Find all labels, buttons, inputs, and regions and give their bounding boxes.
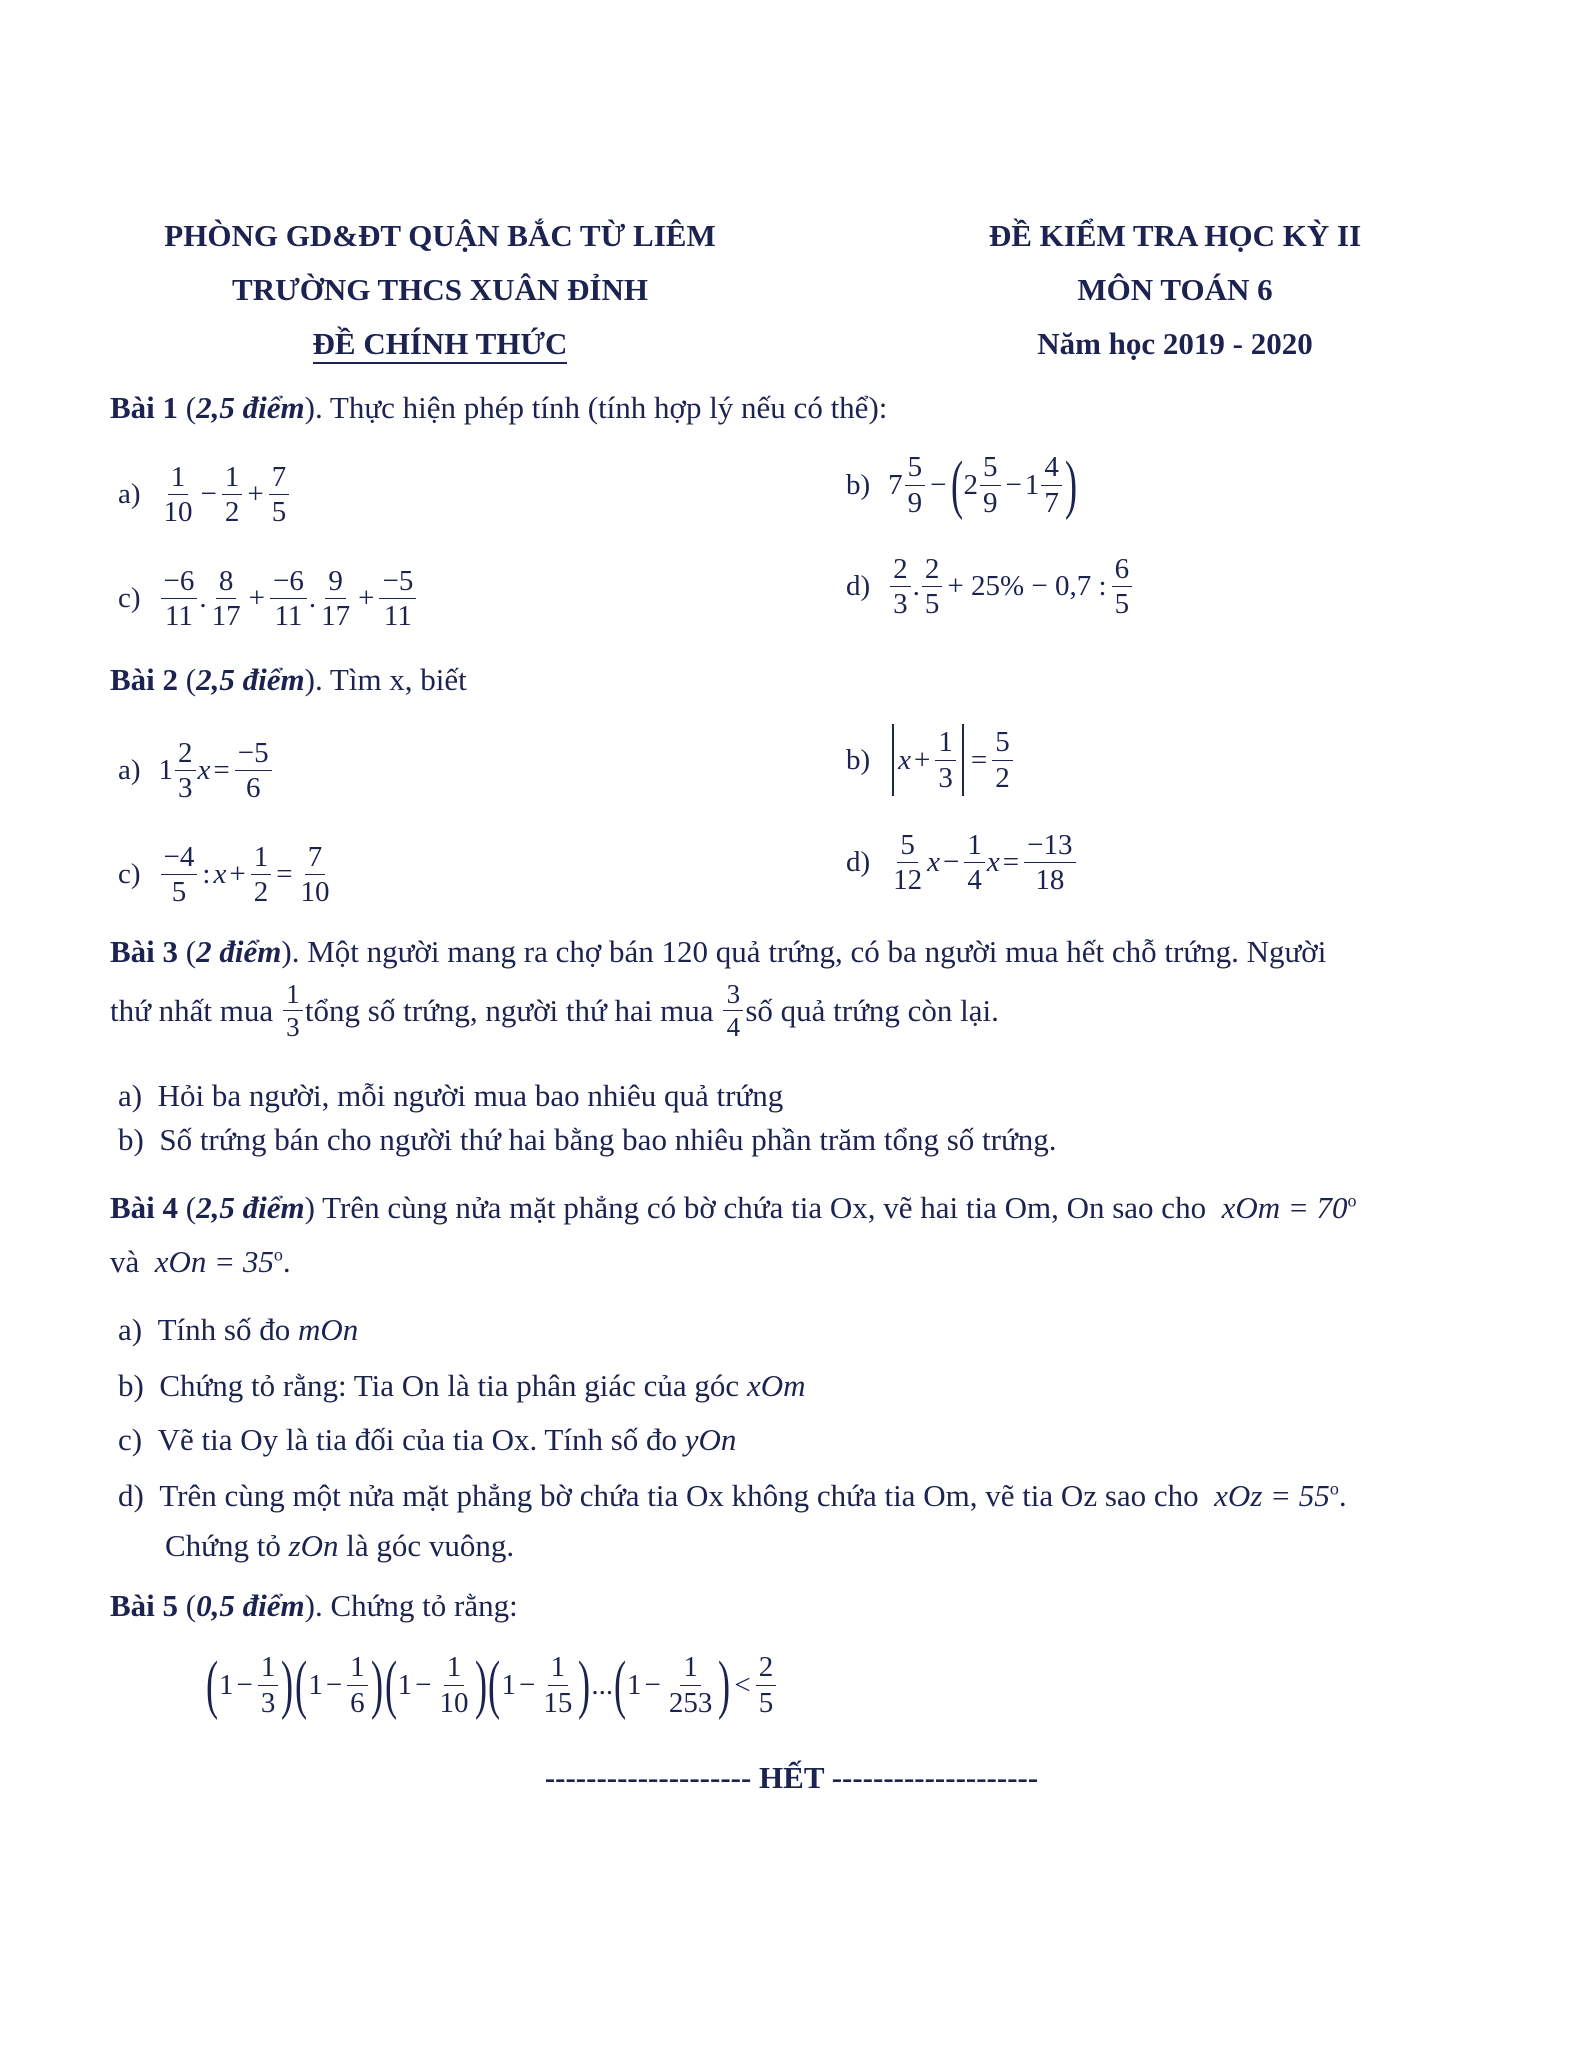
bai1-b: b) 7 $\frac{5}{9}$ − ( 2 $\frac{5}{9}$ − 1 $\frac{4}{7}$ ) <box>846 448 1077 521</box>
bai5-heading: Bài 5 (0,5 điểm). Chứng tỏ rằng: <box>110 1588 518 1623</box>
bai4-line2: và xOn = $35^o$. <box>110 1244 291 1279</box>
bai2-c: c) $\frac{-4}{5}$ : x + $\frac{1}{2}$ = $\frac{7}{10}$ <box>118 841 330 909</box>
bai4-d: d) Trên cùng một nửa mặt phẳng bờ chứa tia Ox không chứa tia Om, vẽ tia Oz sao cho xOz = $55^o$. <box>118 1478 1347 1513</box>
bai1-d: d) $\frac{2}{3}$ . $\frac{2}{5}$ + 25% − 0,7 : $\frac{6}{5}$ <box>846 554 1134 620</box>
bai5-expression: ( 1 − $\frac{1}{3}$ ) ( 1 − $\frac{1}{6}$ ) ( 1 − $\frac{1}{10}$ ) ( 1 − $\frac{1}{15}$ ) ... ( 1 − $\frac{1}{253}$ ) < $\frac{2}{5}$ <box>205 1652 778 1718</box>
bai3-heading: Bài 3 (2 điểm). Một người mang ra chợ bán 120 quả trứng, có ba người mua hết chỗ trứng. Người <box>110 934 1327 969</box>
bai2-a: a) 1 $\frac{2}{3}$ x = $\frac{-5}{6}$ <box>118 738 274 804</box>
header-official: ĐỀ CHÍNH THỨC <box>110 326 770 362</box>
bai4-d-line2: Chứng tỏ zOn là góc vuông. <box>165 1528 515 1563</box>
bai4-heading: Bài 4 (2,5 điểm) Trên cùng nửa mặt phẳng có bờ chứa tia Ox, vẽ hai tia Om, On sao cho xOm = $70^o$ <box>110 1190 1357 1225</box>
end-marker: -------------------- HẾT -------------------- <box>544 1760 1039 1795</box>
bai4-c: c) Vẽ tia Oy là tia đối của tia Ox. Tính số đo yOn <box>118 1422 737 1457</box>
bai4-b: b) Chứng tỏ rằng: Tia On là tia phân giác của góc xOm <box>118 1368 806 1403</box>
bai2-heading: Bài 2 (2,5 điểm). Tìm x, biết <box>110 662 467 697</box>
header-school-year: Năm học 2019 - 2020 <box>1037 326 1313 361</box>
bai2-d: d) $\frac{5}{12}$ x − $\frac{1}{4}$ x = $\frac{-13}{18}$ <box>846 830 1078 896</box>
bai3-line2: thứ nhất mua $\frac{1}{3}$ tổng số trứng, người thứ hai mua $\frac{3}{4}$ số quả trứng còn lại. <box>110 979 999 1043</box>
bai1-c: c) $\frac{-6}{11}$ . $\frac{8}{17}$ + $\frac{-6}{11}$ . $\frac{9}{17}$ + $\frac{-5}{11}$ <box>118 566 418 632</box>
bai4-a: a) Tính số đo mOn <box>118 1312 359 1347</box>
bai1-heading: Bài 1 (2,5 điểm). Thực hiện phép tính (tính hợp lý nếu có thể): <box>110 390 888 425</box>
bai3-a: a) Hỏi ba người, mỗi người mua bao nhiêu quả trứng <box>118 1078 784 1113</box>
header-school: TRƯỜNG THCS XUÂN ĐỈNH <box>232 272 648 307</box>
bai1-a: a) $\frac{1}{10}$ − $\frac{1}{2}$ + $\frac{7}{5}$ <box>118 462 291 528</box>
header-subject: MÔN TOÁN 6 <box>1077 272 1273 307</box>
bai2-b: b) x + $\frac{1}{3}$ = $\frac{5}{2}$ <box>846 724 1015 796</box>
bai3-b: b) Số trứng bán cho người thứ hai bằng bao nhiêu phần trăm tổng số trứng. <box>118 1122 1057 1157</box>
header-exam-title: ĐỀ KIỂM TRA HỌC KỲ II <box>988 218 1362 253</box>
header-department: PHÒNG GD&ĐT QUẬN BẮC TỪ LIÊM <box>164 218 716 253</box>
